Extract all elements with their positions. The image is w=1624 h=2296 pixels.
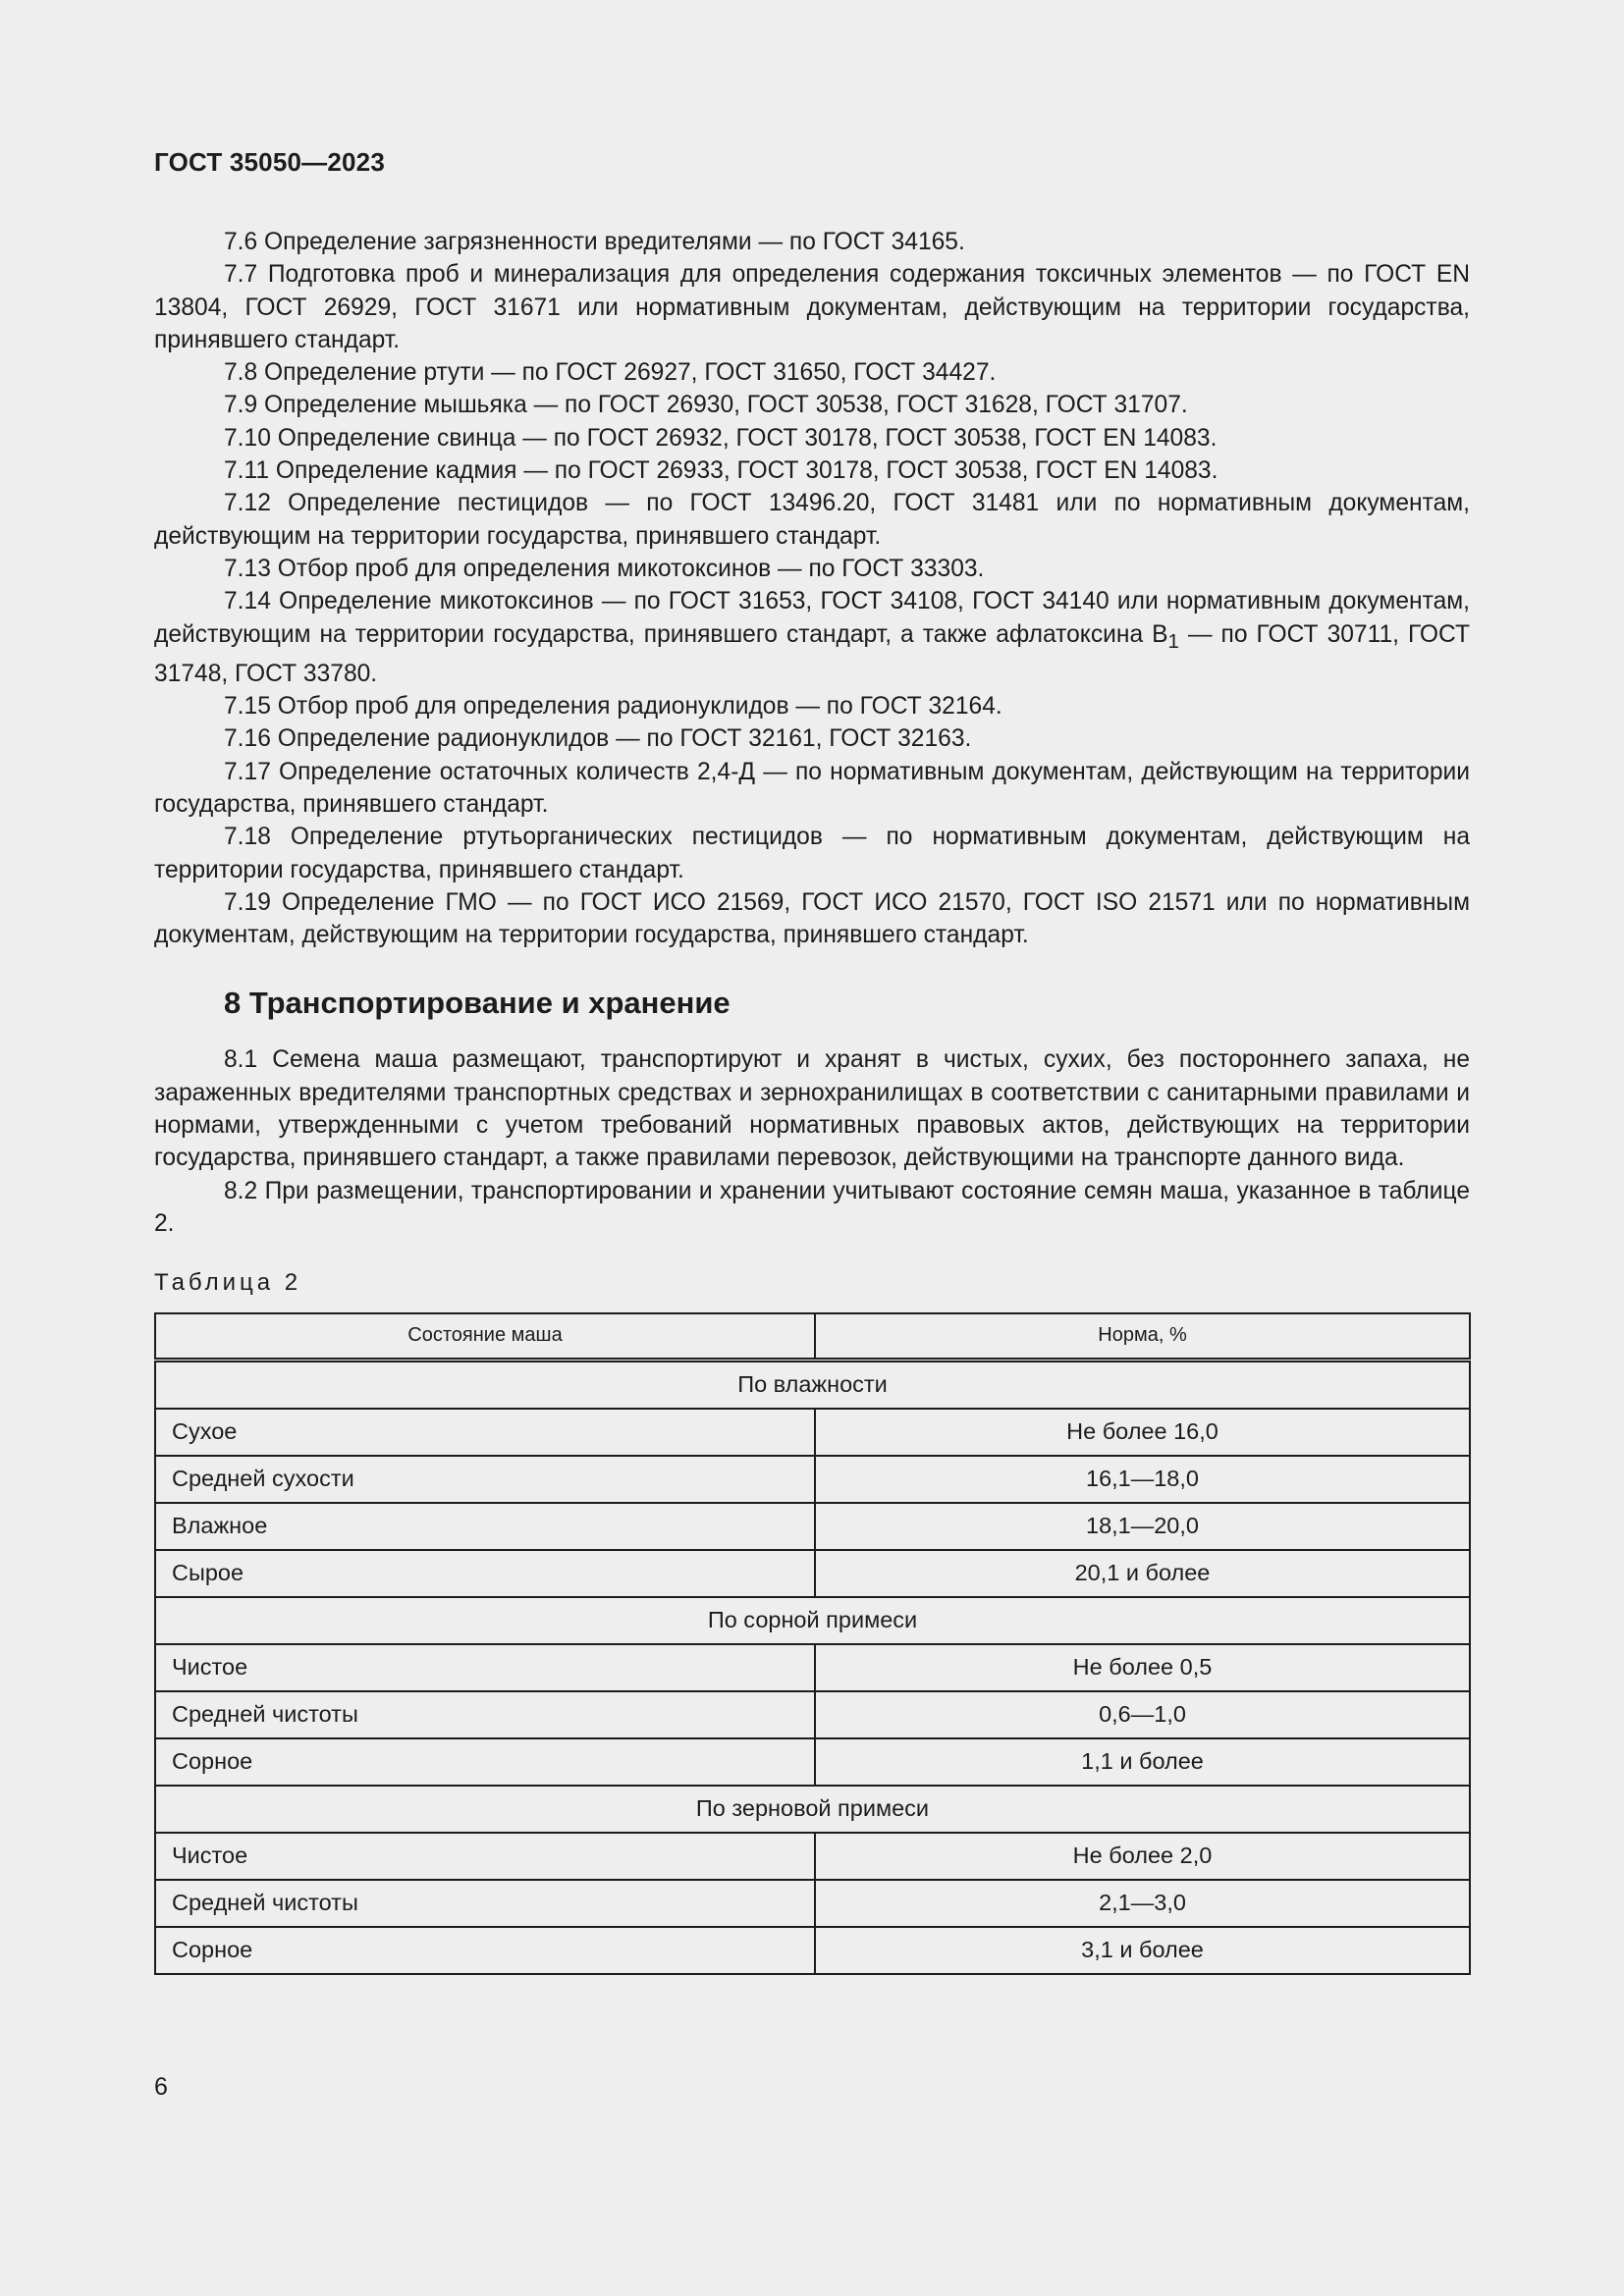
table-row xyxy=(155,1456,1470,1503)
paragraph-7-10: 7.10 Определение свинца — по ГОСТ 26932, ГОСТ 30178, ГОСТ 30538, ГОСТ EN 14083. xyxy=(224,424,1218,452)
group-title: По зерновой примеси xyxy=(155,1786,1470,1833)
state-cell: Влажное xyxy=(155,1503,815,1550)
paragraph-7-14-main: 7.14 Определение микотоксинов — по ГОСТ 31653, ГОСТ 34108, ГОСТ 34140 или нормативным документам, действующим на территории государства, принявшего стандарт, а также афлатоксина В xyxy=(154,588,1470,648)
paragraph-7-14-tail: — по ГОСТ 30711, ГОСТ 31748, ГОСТ 33780. xyxy=(154,620,1470,687)
norm-cell: 3,1 и более xyxy=(815,1927,1470,1974)
state-cell: Чистое xyxy=(155,1833,815,1880)
group-row xyxy=(155,1360,1470,1409)
table-row xyxy=(155,1927,1470,1974)
group-row xyxy=(155,1597,1470,1644)
state-cell: Сорное xyxy=(155,1738,815,1786)
norm-cell: 20,1 и более xyxy=(815,1550,1470,1597)
norm-cell: Не более 0,5 xyxy=(815,1644,1470,1691)
norm-cell: Не более 16,0 xyxy=(815,1409,1470,1456)
table-caption: Таблица 2 xyxy=(154,1269,302,1297)
paragraph-8-1: 8.1 Семена маша размещают, транспортируют и хранят в чистых, сухих, без постороннего запаха, не зараженных вредителями транспортных средствах и зернохранилищах в соответствии с санитарными правилами и нормами, утвержденными с учетом требований нормативных правовых актов, действующих на территории государства, принявшего стандарт, а также правилами перевозок, действующими на транспорте данного вида. xyxy=(154,1046,1470,1172)
table-row xyxy=(155,1409,1470,1456)
norm-cell: 2,1—3,0 xyxy=(815,1880,1470,1927)
page-number: 6 xyxy=(154,2073,168,2101)
paragraph-7-18: 7.18 Определение ртутьорганических пестицидов — по нормативным документам, действующим на территории государства, принявшего стандарт. xyxy=(154,824,1470,883)
norm-cell: 0,6—1,0 xyxy=(815,1691,1470,1738)
group-row xyxy=(155,1786,1470,1833)
norm-cell: Не более 2,0 xyxy=(815,1833,1470,1880)
table-row xyxy=(155,1644,1470,1691)
state-cell: Средней чистоты xyxy=(155,1880,815,1927)
paragraph-7-15: 7.15 Отбор проб для определения радионуклидов — по ГОСТ 32164. xyxy=(224,693,1002,721)
paragraph-7-9: 7.9 Определение мышьяка — по ГОСТ 26930, ГОСТ 30538, ГОСТ 31628, ГОСТ 31707. xyxy=(224,392,1188,419)
state-cell: Сухое xyxy=(155,1409,815,1456)
paragraph-7-14 xyxy=(154,585,1470,690)
subscript-index: 1 xyxy=(1167,629,1179,653)
header-state: Состояние маша xyxy=(155,1313,815,1361)
table-row xyxy=(155,1691,1470,1738)
paragraph-7-16: 7.16 Определение радионуклидов — по ГОСТ 32161, ГОСТ 32163. xyxy=(224,725,972,753)
section-8-heading: 8 Транспортирование и хранение xyxy=(224,986,731,1021)
table-row xyxy=(155,1880,1470,1927)
state-cell: Сорное xyxy=(155,1927,815,1974)
norm-cell: 16,1—18,0 xyxy=(815,1456,1470,1503)
header-norm: Норма, % xyxy=(815,1313,1470,1361)
table-row xyxy=(155,1833,1470,1880)
table-row xyxy=(155,1550,1470,1597)
paragraph-7-7: 7.7 Подготовка проб и минерализация для определения содержания токсичных элементов — по ГОСТ EN 13804, ГОСТ 26929, ГОСТ 31671 или нормативным документам, действующим на территории государства, принявшего стандарт. xyxy=(154,261,1470,353)
state-cell: Средней чистоты xyxy=(155,1691,815,1738)
document-code-header: ГОСТ 35050—2023 xyxy=(154,147,385,177)
group-title: По сорной примеси xyxy=(155,1597,1470,1644)
norm-cell: 1,1 и более xyxy=(815,1738,1470,1786)
table-header-row xyxy=(155,1313,1470,1361)
state-cell: Средней сухости xyxy=(155,1456,815,1503)
paragraph-7-6: 7.6 Определение загрязненности вредителями — по ГОСТ 34165. xyxy=(224,229,965,255)
state-cell: Чистое xyxy=(155,1644,815,1691)
norms-table xyxy=(154,1312,1471,1975)
table-row xyxy=(155,1503,1470,1550)
state-cell: Сырое xyxy=(155,1550,815,1597)
paragraph-7-8: 7.8 Определение ртути — по ГОСТ 26927, ГОСТ 31650, ГОСТ 34427. xyxy=(224,359,997,387)
paragraph-8-2: 8.2 При размещении, транспортировании и хранении учитывают состояние семян маша, указанное в таблице 2. xyxy=(154,1177,1470,1237)
paragraph-7-11: 7.11 Определение кадмия — по ГОСТ 26933, ГОСТ 30178, ГОСТ 30538, ГОСТ EN 14083. xyxy=(224,457,1218,485)
table-row xyxy=(155,1738,1470,1786)
paragraph-7-17: 7.17 Определение остаточных количеств 2,4-Д — по нормативным документам, действующим на территории государства, принявшего стандарт. xyxy=(154,758,1470,818)
paragraph-7-19: 7.19 Определение ГМО — по ГОСТ ИСО 21569, ГОСТ ИСО 21570, ГОСТ ISO 21571 или по нормативным документам, действующим на территории государства, принявшего стандарт. xyxy=(154,888,1470,949)
paragraph-7-12: 7.12 Определение пестицидов — по ГОСТ 13496.20, ГОСТ 31481 или по нормативным документам, действующим на территории государства, принявшего стандарт. xyxy=(154,490,1470,550)
norm-cell: 18,1—20,0 xyxy=(815,1503,1470,1550)
paragraph-7-13: 7.13 Отбор проб для определения микотоксинов — по ГОСТ 33303. xyxy=(224,555,985,582)
document-body xyxy=(154,226,1470,1975)
group-title: По влажности xyxy=(155,1360,1470,1409)
